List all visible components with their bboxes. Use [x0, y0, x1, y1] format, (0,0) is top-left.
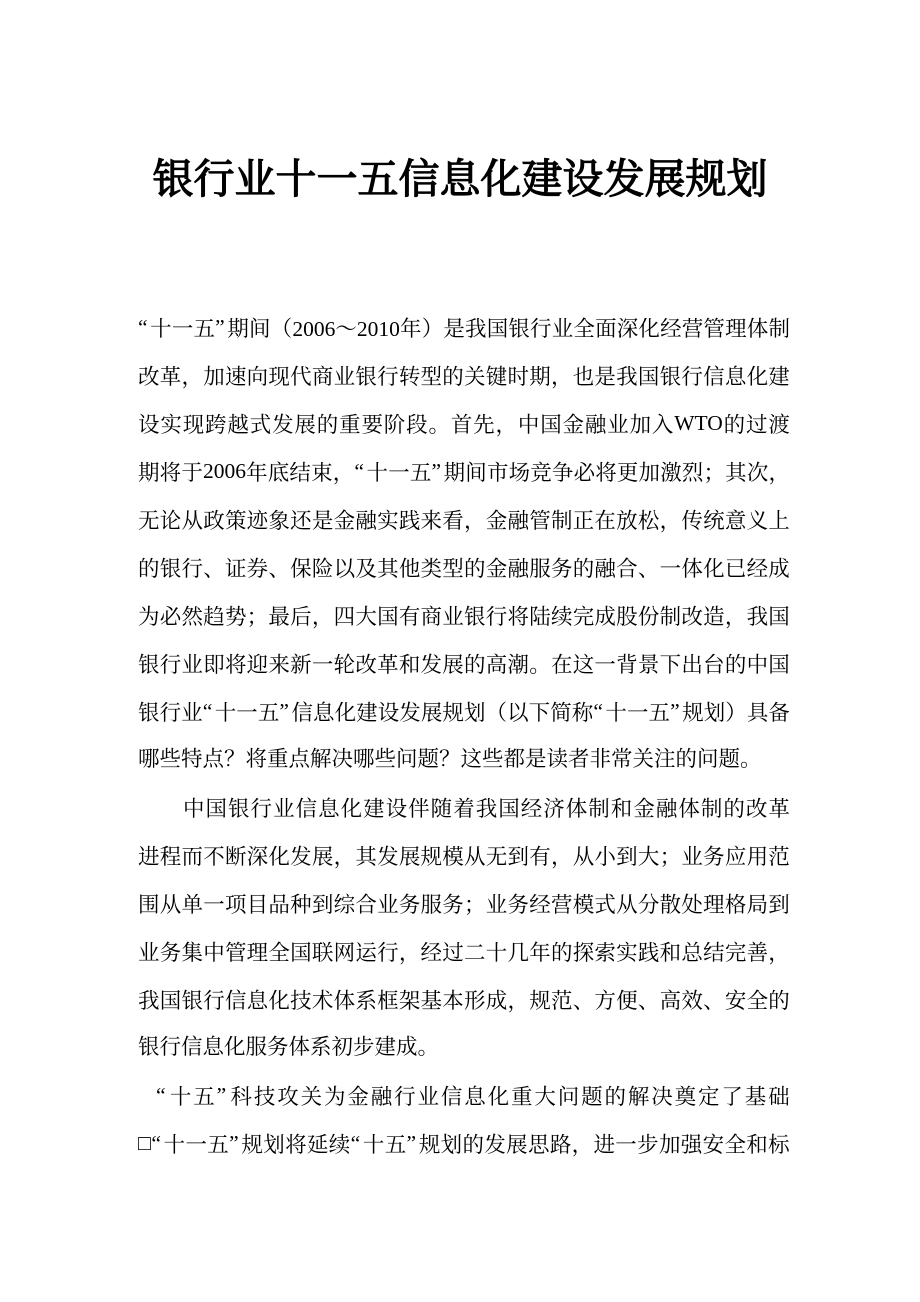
- text-line: 期 将 于 2006 年 底 结 束 ， “ 十 一 五 ” 期 间 市 场 竞 争 必 将 更 加 激 烈 ； 其 次 ，: [138, 458, 790, 485]
- text-line: 哪些特点？将重点解决哪些问题？这些都是读者非常关注的问题。: [138, 747, 762, 771]
- paragraph-1: [138, 303, 790, 783]
- text-line: “ 十 五 ” 科 技 攻 关 为 金 融 行 业 信 息 化 重 大 问 题 的 解 决 奠 定 了 基 础: [156, 1082, 790, 1109]
- text-line: 围 从 单 一 项 目 品 种 到 综 合 业 务 服 务 ； 业 务 经 营 模 式 从 分 散 处 理 格 局 到: [138, 892, 790, 917]
- text-line: 设 实 现 跨 越 式 发 展 的 重 要 阶 段 。 首 先 ， 中 国 金 融 业 加 入 WTO 的 过 渡: [138, 410, 790, 437]
- text-line: 银 行 业 即 将 迎 来 新 一 轮 改 革 和 发 展 的 高 潮 。 在 这 一 背 景 下 出 台 的 中 国: [138, 652, 790, 677]
- text-line: “ 十 一 五 ” 期 间 （ 2006～2010 年 ） 是 我 国 银 行 业 全 面 深 化 经 营 管 理 体 制: [138, 314, 790, 341]
- document-title: 银行业十一五信息化建设发展规划: [152, 156, 768, 202]
- text-line: 业 务 集 中 管 理 全 国 联 网 运 行 ， 经 过 二 十 几 年 的 探 索 实 践 和 总 结 完 善 ，: [138, 940, 790, 965]
- text-line: 我 国 银 行 信 息 化 技 术 体 系 框 架 基 本 形 成 ， 规 范 、 方 便 、 高 效 、 安 全 的: [138, 988, 790, 1013]
- text-line: 银行信息化服务体系初步建成。: [138, 1035, 440, 1059]
- text-line: 银 行 业 “ 十 一 五 ” 信 息 化 建 设 发 展 规 划 （ 以 下 简 称 “ 十 一 五 ” 规 划 ） 具 备: [138, 698, 790, 725]
- paragraph-3: [138, 1071, 790, 1167]
- text-line: 进 程 而 不 断 深 化 发 展 ， 其 发 展 规 模 从 无 到 有 ， 从 小 到 大 ； 业 务 应 用 范: [138, 844, 790, 869]
- paragraph-2: [138, 783, 790, 1071]
- text-line: 中 国 银 行 业 信 息 化 建 设 伴 随 着 我 国 经 济 体 制 和 金 融 体 制 的 改 革: [183, 796, 790, 821]
- text-line: 改 革 ， 加 速 向 现 代 商 业 银 行 转 型 的 关 键 时 期 ， 也 是 我 国 银 行 信 息 化 建: [138, 364, 790, 389]
- text-line: 无 论 从 政 策 迹 象 还 是 金 融 实 践 来 看 ， 金 融 管 制 正 在 放 松 ， 传 统 意 义 上: [138, 508, 790, 533]
- text-line: 的 银 行 、 证 券 、 保 险 以 及 其 他 类 型 的 金 融 服 务 的 融 合 、 一 体 化 已 经 成: [138, 556, 790, 581]
- text-line: 为 必 然 趋 势 ； 最 后 ， 四 大 国 有 商 业 银 行 将 陆 续 完 成 股 份 制 改 造 ， 我 国: [138, 604, 790, 629]
- text-line: □ “ 十 一 五 ” 规 划 将 延 续 “ 十 五 ” 规 划 的 发 展 思 路 ， 进 一 步 加 强 安 全 和 标: [138, 1130, 790, 1157]
- document-body: [138, 303, 790, 1167]
